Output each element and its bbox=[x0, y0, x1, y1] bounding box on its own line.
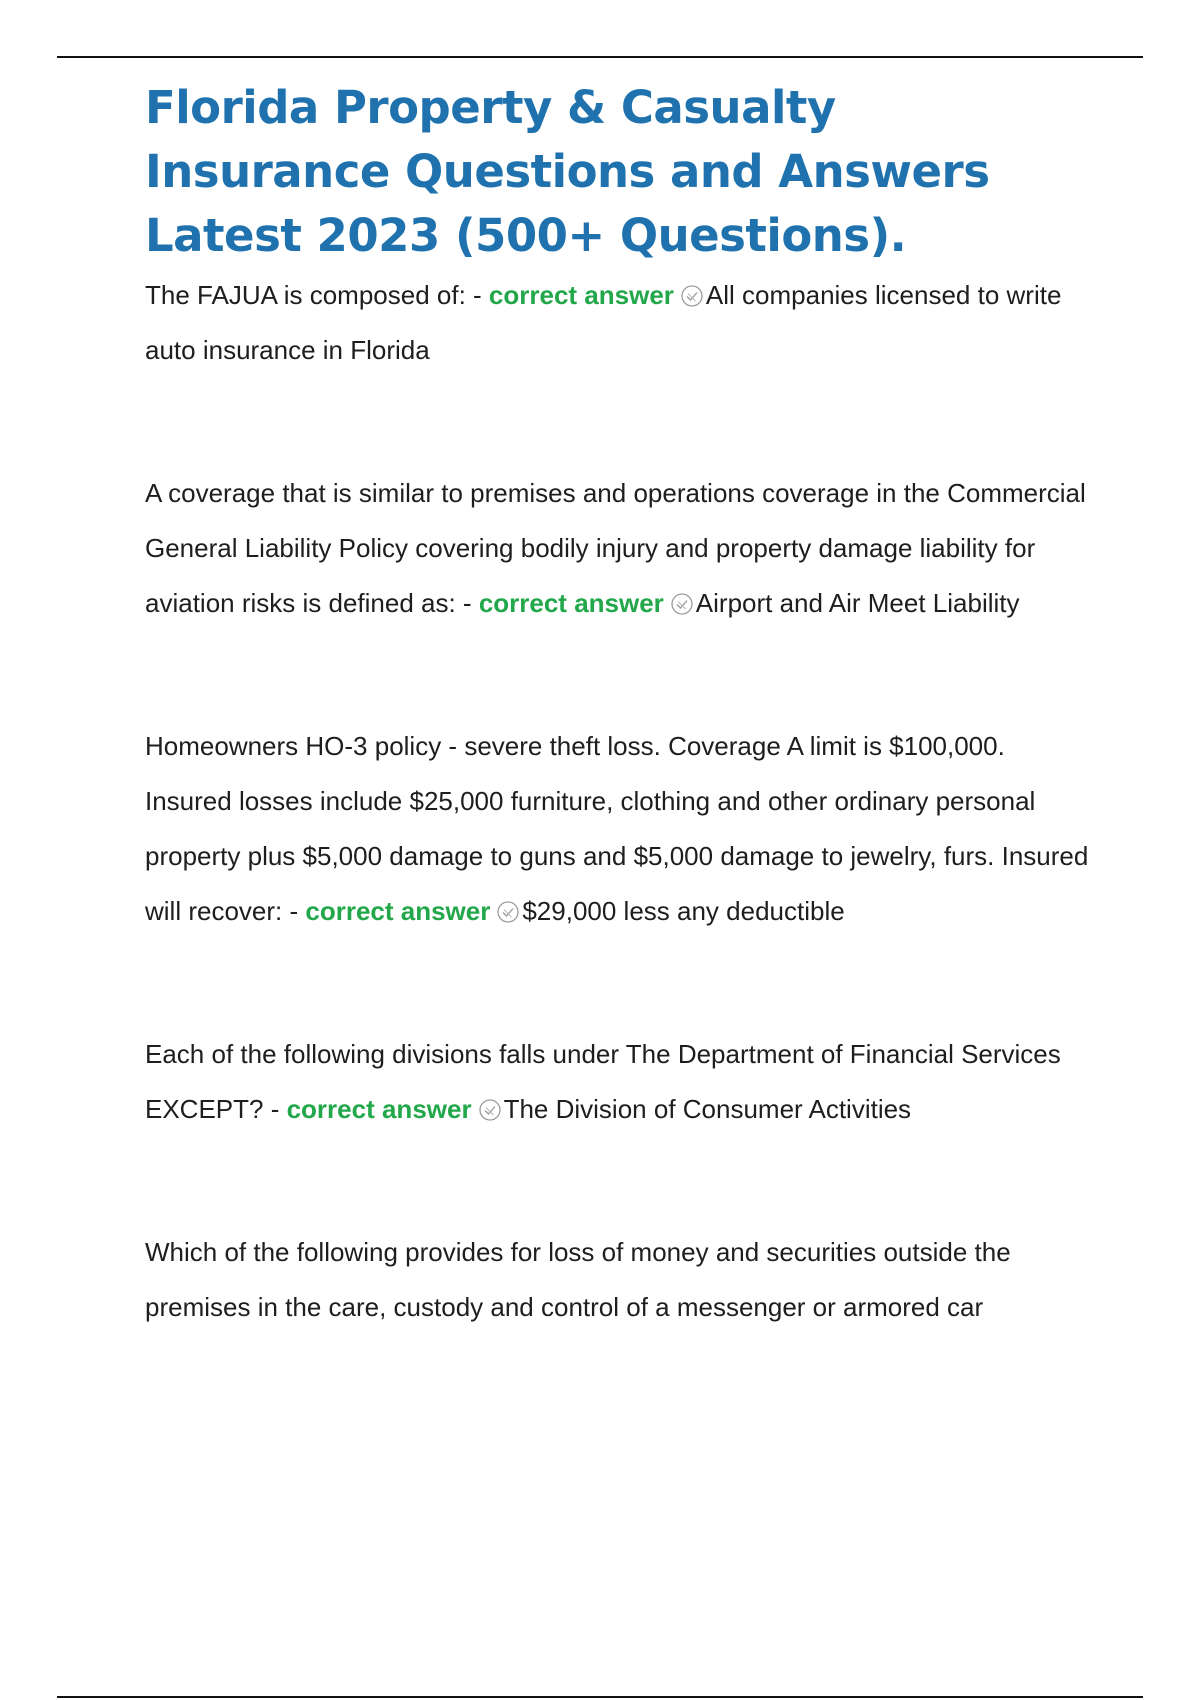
question-text: Homeowners HO-3 policy - severe theft loss. Coverage A limit is $100,000. Insured losses include $25,000 furniture, clothing and other ordinary personal property plus $5,000 damage to guns and $5,000 damage to jewelry, furs. Insured will recover: - bbox=[145, 731, 1089, 926]
qa-item bbox=[145, 1027, 1095, 1137]
document-title: Florida Property & Casualty Insurance Questions and Answers Latest 2023 (500+ Questions). bbox=[145, 81, 990, 262]
question-text: The FAJUA is composed of: - bbox=[145, 280, 489, 310]
answer-text: The Division of Consumer Activities bbox=[503, 1094, 912, 1124]
answer-text: All companies licensed to write auto insurance in Florida bbox=[145, 280, 1062, 365]
answer-text: $29,000 less any deductible bbox=[522, 896, 845, 926]
question-text: Which of the following provides for loss of money and securities outside the premises in the care, custody and control of a messenger or armored car bbox=[145, 1237, 1011, 1322]
bottom-rule bbox=[57, 1696, 1143, 1698]
check-circle-icon bbox=[670, 592, 694, 616]
qa-item bbox=[145, 466, 1095, 631]
qa-item bbox=[145, 719, 1095, 939]
answer-text: Airport and Air Meet Liability bbox=[695, 588, 1020, 618]
correct-answer-label: correct answer bbox=[478, 588, 664, 618]
qa-item bbox=[145, 268, 1095, 378]
check-circle-icon bbox=[496, 900, 520, 924]
qa-item bbox=[145, 1225, 1095, 1335]
correct-answer-label: correct answer bbox=[286, 1094, 472, 1124]
correct-answer-label: correct answer bbox=[305, 896, 491, 926]
question-text: A coverage that is similar to premises and operations coverage in the Commercial General Liability Policy covering bodily injury and property damage liability for aviation risks is defined as: - bbox=[145, 478, 1086, 618]
top-rule bbox=[57, 56, 1143, 58]
correct-answer-label: correct answer bbox=[488, 280, 674, 310]
check-circle-icon bbox=[680, 284, 704, 308]
check-circle-icon bbox=[478, 1098, 502, 1122]
document-body bbox=[145, 76, 1095, 1335]
question-text: Each of the following divisions falls under The Department of Financial Services EXCEPT? - bbox=[145, 1039, 1061, 1124]
